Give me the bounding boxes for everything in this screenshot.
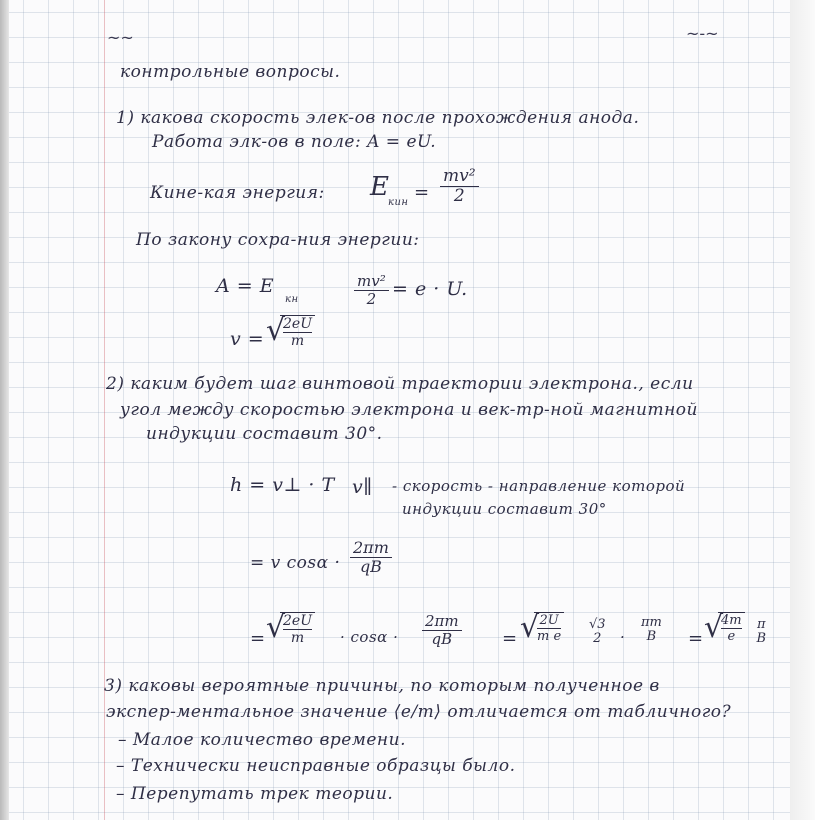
q3-line-2: экспер-ментальное значение ⟨e/m⟩ отличается от табличного? bbox=[106, 702, 732, 722]
fraction-denominator: 2 bbox=[366, 289, 377, 308]
fraction-numerator: 2πm bbox=[422, 614, 462, 631]
equals-sign-2: = bbox=[250, 628, 266, 649]
sqrt3-over-2-fraction bbox=[586, 618, 609, 647]
sqrt-content bbox=[534, 612, 564, 644]
energy-symbol: E bbox=[370, 172, 390, 202]
equals-sign-1: = bbox=[414, 182, 430, 203]
kinetic-energy-label: Кине-кая энергия: bbox=[150, 183, 325, 203]
fraction-numerator: mv² bbox=[440, 168, 479, 187]
equals-eu: = e · U. bbox=[392, 278, 468, 300]
sqrt-content bbox=[718, 612, 745, 644]
fraction-denominator: 2 bbox=[453, 185, 465, 206]
velocity-sqrt-2 bbox=[266, 612, 328, 662]
sqrt-numerator: 2eU bbox=[283, 316, 312, 332]
fraction-denominator: B bbox=[756, 630, 767, 646]
fraction-denominator: B bbox=[646, 628, 657, 644]
sqrt-content bbox=[280, 612, 315, 646]
fraction-numerator: 2πm bbox=[350, 540, 392, 558]
fraction-denominator: qB bbox=[431, 629, 453, 648]
period-fraction-2 bbox=[422, 614, 462, 648]
fraction-denominator: qB bbox=[359, 556, 382, 576]
work-equals-energy: A = E bbox=[216, 275, 275, 297]
dot-operator: · bbox=[620, 628, 626, 646]
equals-sign-3: = bbox=[502, 628, 518, 649]
velocity-sqrt bbox=[266, 315, 318, 363]
period-fraction bbox=[350, 540, 392, 576]
sqrt-denominator: m e bbox=[537, 629, 562, 644]
scribble-top-right: ~-~ bbox=[686, 24, 719, 43]
page-title: контрольные вопросы. bbox=[120, 62, 341, 82]
explanation-line-1: - скорость - направление которой bbox=[392, 477, 686, 495]
scribble-top-left: ~~ bbox=[107, 28, 134, 47]
q2-line-2: угол между скоростью электрона и век-тр-ной магнитной bbox=[120, 400, 698, 420]
velocity-equals: v = bbox=[230, 328, 265, 350]
charge-ratio-sqrt bbox=[520, 612, 576, 662]
kinetic-energy-fraction bbox=[440, 168, 479, 206]
sqrt-content bbox=[280, 315, 315, 349]
pi-over-b-fraction bbox=[754, 618, 769, 647]
fraction-numerator: mv² bbox=[354, 274, 389, 291]
margin-line bbox=[104, 0, 105, 820]
pi-m-over-b-fraction bbox=[638, 616, 665, 645]
sqrt-numerator: 4m bbox=[721, 613, 742, 628]
q3-line-1: 3) каковы вероятные причины, по которым полученное в bbox=[104, 676, 660, 696]
q2-line-3: индукции составит 30°. bbox=[146, 424, 383, 444]
sqrt-sign: √ bbox=[704, 610, 724, 645]
energy-subscript: кин bbox=[388, 197, 409, 208]
sqrt-denominator: e bbox=[727, 629, 736, 644]
sqrt-numerator: 2U bbox=[537, 613, 561, 629]
equals-sign-4: = bbox=[688, 628, 704, 649]
explanation-line-2: индукции составит 30° bbox=[402, 500, 607, 518]
q3-answer-3: – Перепутать трек теории. bbox=[116, 784, 394, 804]
pitch-formula: h = v⊥ · T bbox=[230, 474, 335, 496]
sqrt-denominator: m bbox=[290, 630, 305, 646]
sqrt-sign: √ bbox=[266, 313, 286, 348]
sqrt-sign: √ bbox=[266, 610, 286, 645]
sqrt-denominator: m bbox=[290, 333, 305, 349]
mv2-over-2-fraction bbox=[354, 274, 389, 308]
q2-line-1: 2) каким будет шаг винтовой траектории электрона., если bbox=[106, 374, 694, 394]
fraction-numerator: √3 bbox=[589, 617, 606, 632]
final-sqrt bbox=[704, 612, 746, 662]
v-cos-alpha: = v cosα · bbox=[250, 553, 341, 573]
sqrt-sign: √ bbox=[520, 610, 540, 645]
q1-line-1: 1) какова скорость элек-ов после прохождения анода. bbox=[116, 108, 640, 128]
sqrt-numerator: 2eU bbox=[283, 613, 312, 629]
page-edge-shadow bbox=[790, 0, 815, 820]
conservation-law-line: По закону сохра-ния энергии: bbox=[136, 230, 420, 250]
fraction-numerator: π bbox=[757, 617, 766, 632]
v-parallel-symbol: v∥ bbox=[352, 476, 373, 498]
q3-answer-1: – Малое количество времени. bbox=[118, 730, 406, 750]
fraction-numerator: πm bbox=[641, 615, 662, 630]
energy-subscript-2: кн bbox=[285, 294, 299, 305]
fraction-denominator: 2 bbox=[593, 630, 602, 646]
q3-answer-2: – Технически неисправные образцы было. bbox=[116, 756, 516, 776]
cos-alpha-term: · cosα · bbox=[340, 628, 399, 646]
q1-line-2: Работа элк-ов в поле: A = eU. bbox=[152, 132, 437, 152]
